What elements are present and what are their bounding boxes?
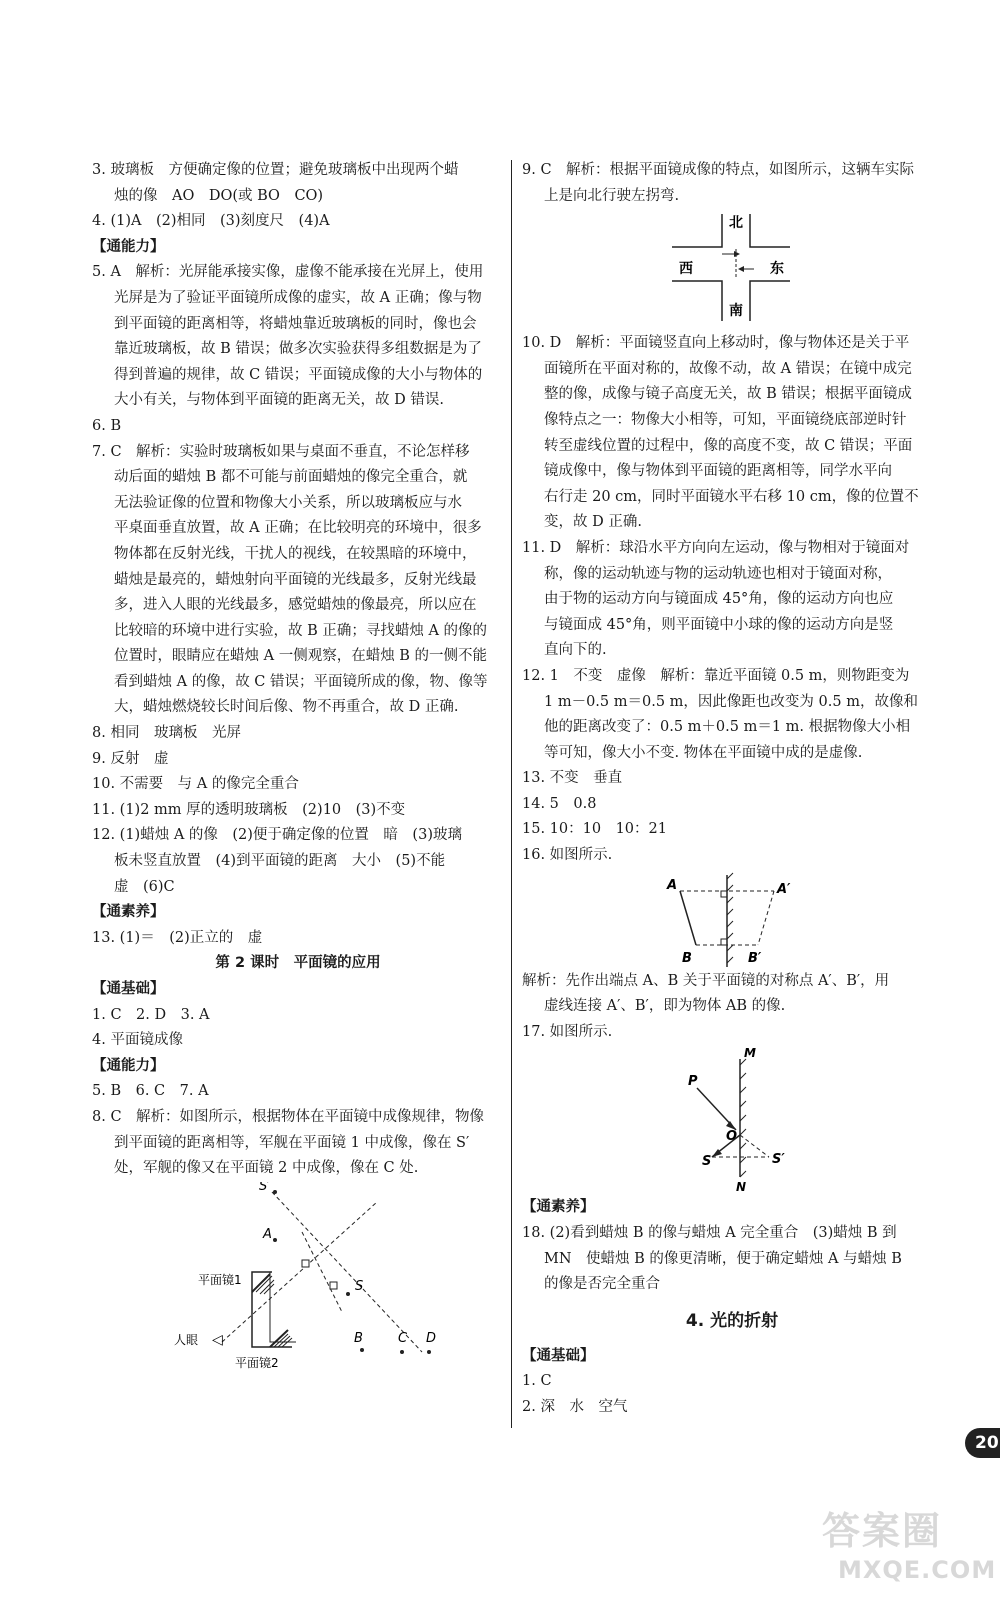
fig-label: D (426, 1330, 437, 1346)
answer-line: 12. 1 不变 虚像 解析：靠近平面镜 0.5 m，则物距变为 (522, 667, 910, 684)
lesson-title: 第 2 课时 平面镜的应用 (215, 955, 381, 972)
answer-line: 16. 如图所示. (522, 847, 613, 864)
answer-line: 虚线连接 A′、B′，即为物体 AB 的像. (544, 998, 786, 1015)
answer-line: 到平面镜的距离相等，将蜡烛靠近玻璃板的同时，像也会 (114, 315, 477, 332)
answer-line: 看到蜡烛 A 的像，故 C 错误；平面镜所成的像，物、像等 (114, 673, 488, 690)
section-heading: 【通能力】 (92, 238, 165, 255)
answer-line: 7. C 解析：实验时玻璃板如果与桌面不垂直，不论怎样移 (92, 443, 470, 460)
answer-line: 转至虚线位置的过程中，像的高度不变，故 C 错误；平面 (544, 437, 913, 454)
answer-line: 变，故 D 正确. (544, 514, 642, 531)
watermark-logo: 答案圈 (822, 1509, 943, 1553)
chapter-title: 4. 光的折射 (685, 1310, 779, 1331)
answer-line: 3. 玻璃板 方便确定像的位置；避免玻璃板中出现两个蜡 (92, 162, 459, 178)
answer-line: 位置时，眼睛应在蜡烛 A 一侧观察，在蜡烛 B 的一侧不能 (114, 648, 488, 665)
section-heading: 【通基础】 (92, 981, 165, 997)
answer-line: 整的像，成像与镜子高度无关，故 B 错误；根据平面镜成 (544, 386, 912, 403)
answer-line: 14. 5 0.8 (522, 795, 597, 812)
answer-line: 4. (1)A (2)相同 (3)刻度尺 (4)A (92, 213, 330, 230)
fig-label: N (736, 1180, 747, 1195)
answer-line: 称，像的运动轨迹与物的运动轨迹也相对于镜面对称， (544, 565, 892, 582)
answer-line: 17. 如图所示. (522, 1023, 613, 1040)
answer-line: 处，军舰的像又在平面镜 2 中成像，像在 C 处. (114, 1160, 419, 1177)
ab-mirror-figure (522, 869, 942, 969)
answer-line: 5. B 6. C 7. A (92, 1083, 209, 1100)
left-column (92, 158, 504, 1372)
column-divider (511, 160, 512, 1428)
watermark-url: MXQE.COM (838, 1556, 997, 1584)
fig-label: B (354, 1330, 363, 1346)
page-number: 20 (965, 1428, 1000, 1458)
answer-line: 15. 10：10 10：21 (522, 821, 667, 838)
answer-line: 像特点之一：物像大小相等，可知，平面镜绕底部逆时针 (544, 411, 907, 428)
answer-line: 8. C 解析：如图所示，根据物体在平面镜中成像规律，物像 (92, 1108, 485, 1125)
answer-line: 11. (1)2 mm 厚的透明玻璃板 (2)10 (3)不变 (92, 801, 406, 818)
answer-line: 大，蜡烛燃烧较长时间后像、物不再重合，故 D 正确. (114, 699, 459, 716)
answer-line: 靠近玻璃板，故 B 错误；做多次实验获得多组数据是为了 (114, 341, 482, 358)
answer-line: 9. 反射 虚 (92, 750, 169, 767)
answer-line: 等可知，像大小不变. 物体在平面镜中成的是虚像. (544, 744, 863, 761)
answer-line: 与镜面成 45°角，则平面镜中小球的像的运动方向是竖 (544, 616, 894, 633)
answer-line: 8. 相同 玻璃板 光屏 (92, 725, 241, 742)
answer-line: 大小有关，与物体到平面镜的距离无关，故 D 错误. (114, 392, 444, 409)
answer-line: 平桌面垂直放置，故 A 正确；在比较明亮的环境中，很多 (114, 520, 482, 537)
answer-line: 9. C 解析：根据平面镜成像的特点，如图所示，这辆车实际 (522, 162, 915, 178)
answer-line: 无法验证像的位置和物像大小关系，所以玻璃板应与水 (114, 494, 462, 511)
fig-label: O (726, 1129, 738, 1145)
answer-line: 1 m－0.5 m＝0.5 m，因此像距也改变为 0.5 m，故像和 (544, 693, 918, 710)
direction-west: 西 (679, 261, 693, 278)
answer-line: 1. C 2. D 3. A (92, 1006, 210, 1023)
fig-label: 平面镜2 (235, 1355, 279, 1370)
answer-line: 的像是否完全重合 (544, 1276, 660, 1293)
direction-east: 东 (770, 261, 784, 278)
fig-label: P (688, 1074, 698, 1090)
direction-south: 南 (729, 303, 743, 320)
answer-line: 光屏是为了验证平面镜所成像的虚实，故 A 正确；像与物 (114, 289, 482, 306)
periscope-figure (92, 1182, 504, 1372)
answer-line: 板未竖直放置 (4)到平面镜的距离 大小 (5)不能 (114, 853, 446, 870)
answer-line: 面镜所在平面对称的，故像不动，故 A 错误；在镜中成完 (544, 360, 912, 377)
answer-line: 10. D 解析：平面镜竖直向上移动时，像与物体还是关于平 (522, 335, 910, 352)
right-column (522, 158, 942, 1421)
fig-label: 平面镜1 (198, 1272, 242, 1287)
answer-line: 解析：先作出端点 A、B 关于平面镜的对称点 A′、B′，用 (522, 972, 890, 989)
answer-line: 得到普遍的规律，故 C 错误；平面镜成像的大小与物体的 (114, 366, 483, 383)
crossroad-figure (522, 209, 942, 331)
answer-line: MN 使蜡烛 B 的像更清晰，便于确定蜡烛 A 与蜡烛 B (544, 1250, 902, 1267)
answer-line: 多，进入人眼的光线最多，感觉蜡烛的像最亮，所以应在 (114, 597, 477, 614)
fig-label: S (355, 1278, 364, 1294)
answer-line: 由于物的运动方向与镜面成 45°角，像的运动方向也应 (544, 591, 894, 608)
section-heading: 【通素养】 (522, 1199, 595, 1216)
answer-line: 13. (1)＝ (2)正立的 虚 (92, 929, 263, 946)
answer-line: 18. (2)看到蜡烛 B 的像与蜡烛 A 完全重合 (3)蜡烛 B 到 (522, 1225, 897, 1242)
answer-line: 12. (1)蜡烛 A 的像 (2)便于确定像的位置 暗 (3)玻璃 (92, 827, 462, 844)
answer-line: 11. D 解析：球沿水平方向向左运动，像与物相对于镜面对 (522, 539, 910, 556)
fig-label: C (398, 1330, 408, 1346)
answer-line: 蜡烛是最亮的，蜡烛射向平面镜的光线最多，反射光线最 (114, 571, 477, 588)
eye-symbol: ◁ (212, 1331, 223, 1348)
answer-line: 直向下的. (544, 642, 607, 659)
answer-line: 动后面的蜡烛 B 都不可能与前面蜡烛的像完全重合，就 (114, 469, 468, 486)
answer-line: 2. 深 水 空气 (522, 1399, 628, 1415)
answer-line: 上是向北行驶左拐弯. (544, 187, 680, 204)
fig-label: A (263, 1226, 272, 1242)
answer-line: 物体都在反射光线，干扰人的视线，在较黑暗的环境中， (114, 545, 477, 562)
fig-label: 人眼 (174, 1332, 199, 1347)
section-heading: 【通素养】 (92, 904, 165, 921)
answer-line: 镜成像中，像与物体到平面镜的距离相等，同学水平向 (544, 463, 892, 480)
fig-label: S′ (772, 1152, 785, 1168)
fig-label: B′ (748, 950, 762, 966)
answer-line: 烛的像 AO DO(或 BO CO) (114, 187, 324, 204)
fig-label: A (667, 877, 678, 893)
reflection-figure (522, 1045, 942, 1195)
answer-line: 10. 不需要 与 A 的像完全重合 (92, 776, 299, 793)
fig-label: B (682, 950, 692, 966)
answer-line: 比较暗的环境中进行实验，故 B 正确；寻找蜡烛 A 的像的 (114, 622, 488, 639)
answer-line: 4. 平面镜成像 (92, 1032, 183, 1049)
answer-line: 6. B (92, 417, 122, 434)
section-heading: 【通能力】 (92, 1057, 165, 1074)
section-heading: 【通基础】 (522, 1347, 595, 1364)
answer-line: 5. A 解析：光屏能承接实像，虚像不能承接在光屏上，使用 (92, 264, 484, 281)
answer-line: 他的距离改变了：0.5 m＋0.5 m＝1 m. 根据物像大小相 (544, 719, 911, 736)
answer-line: 到平面镜的距离相等，军舰在平面镜 1 中成像，像在 S′ (114, 1134, 470, 1151)
answer-line: 虚 (6)C (114, 878, 175, 895)
answer-line: 13. 不变 垂直 (522, 770, 623, 787)
fig-label: A′ (777, 881, 791, 897)
fig-label: S′ (259, 1181, 271, 1194)
direction-north: 北 (729, 215, 743, 232)
fig-label: S (702, 1154, 712, 1170)
fig-label: M (744, 1046, 756, 1061)
answer-line: 1. C (522, 1373, 552, 1390)
answer-line: 右行走 20 cm，同时平面镜水平右移 10 cm，像的位置不 (544, 488, 919, 505)
